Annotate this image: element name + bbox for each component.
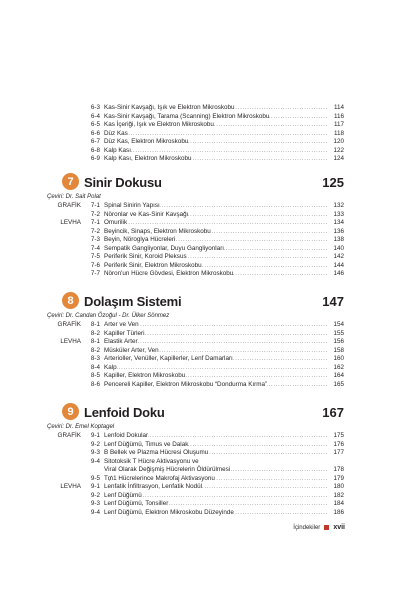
- toc-entry: [47, 253, 344, 261]
- entry-number: 6-9: [90, 155, 100, 163]
- toc-entry: [47, 509, 344, 517]
- leader-dots: [267, 381, 327, 389]
- toc-entry: [47, 138, 344, 146]
- entry-page: 177: [333, 449, 344, 457]
- entry-number: 6-3: [90, 104, 100, 111]
- entry-page: 179: [333, 474, 344, 482]
- entry-number: 9-3: [90, 449, 100, 457]
- entry-number: 6-6: [90, 129, 100, 137]
- page-footer: [262, 524, 345, 531]
- entry-title: Düz Kas: [104, 129, 128, 137]
- entry-number: 7-2: [90, 210, 100, 218]
- toc-entry: [47, 500, 344, 508]
- entry-page: 144: [333, 261, 344, 269]
- leader-dots: [188, 138, 327, 146]
- entry-page: 134: [333, 219, 344, 227]
- chapter-translator: Çeviri: Dr. Sait Polat: [47, 194, 101, 200]
- chapter-number-badge: 7: [62, 173, 79, 190]
- entry-prefix: LEVHA: [60, 338, 81, 346]
- toc-entry: [47, 466, 344, 474]
- leader-dots: [131, 147, 327, 155]
- entry-page: 182: [333, 491, 344, 499]
- toc-entry: [47, 270, 344, 278]
- toc-entry: [47, 372, 344, 380]
- chapter-translator: Çeviri: Dr. Emel Koptagel: [47, 424, 115, 430]
- entry-prefix: GRAFİK: [57, 321, 81, 328]
- entry-page: 138: [333, 236, 344, 244]
- entry-number: 9-1: [90, 483, 100, 491]
- entry-page: 114: [333, 104, 344, 111]
- toc-entry: [47, 202, 344, 210]
- entry-number: 8-1: [90, 338, 100, 346]
- entry-title: Kalp: [104, 363, 117, 371]
- entry-number: 7-1: [90, 202, 100, 209]
- leader-dots: [233, 270, 327, 278]
- entry-title: Lenf Düğümü, Elektron Mikroskobu Düzeyinde: [104, 508, 234, 516]
- entry-page: 160: [333, 355, 344, 363]
- toc-entry: [47, 355, 344, 363]
- leader-dots: [127, 219, 327, 227]
- entry-page: 164: [333, 372, 344, 380]
- entry-page: 142: [333, 253, 344, 261]
- entry-number: 8-1: [90, 321, 100, 328]
- chapter-number-badge: 9: [62, 403, 79, 420]
- entry-number: 6-8: [90, 146, 100, 154]
- entry-title: Kapiller Türleri: [104, 329, 145, 337]
- leader-dots: [269, 113, 327, 121]
- entry-page: 186: [333, 508, 344, 516]
- leader-dots: [192, 155, 328, 163]
- entry-title: Spinal Sinirin Yapısı: [104, 202, 160, 209]
- entry-prefix: LEVHA: [60, 483, 81, 491]
- entry-title: Müsküler Arter, Ven: [104, 346, 159, 354]
- entry-number: 7-3: [90, 236, 100, 244]
- chapter-heading: [67, 291, 344, 311]
- chapter-title: Sinir Dokusu: [84, 174, 162, 190]
- entry-page: 155: [333, 329, 344, 337]
- entry-number: 6-4: [90, 112, 100, 120]
- leader-dots: [187, 253, 327, 261]
- chapter-number-badge: 8: [62, 292, 79, 309]
- leader-dots: [211, 228, 327, 236]
- leader-dots: [202, 262, 327, 270]
- leader-dots: [188, 441, 327, 449]
- entry-page: 120: [333, 138, 344, 146]
- footer-label: İçindekiler: [293, 524, 321, 531]
- entry-page: 180: [333, 483, 344, 491]
- entry-page: 116: [333, 112, 344, 120]
- toc-entry: [47, 330, 344, 338]
- entry-title: Lenf Düğümü, Timus ve Dalak: [104, 440, 189, 448]
- leader-dots: [233, 355, 327, 363]
- toc-entry: [47, 245, 344, 253]
- entry-page: 175: [333, 432, 344, 439]
- entry-title: B Bellek ve Plazma Hücresi Oluşumu: [104, 449, 209, 457]
- entry-page: 165: [333, 380, 344, 388]
- leader-dots: [202, 483, 327, 491]
- toc-entry: [47, 236, 344, 244]
- entry-title: Lenfoid Dokular: [104, 432, 149, 439]
- toc-entry: [47, 121, 344, 129]
- entry-title: Periferik Sinir, Koroid Pleksus: [104, 253, 187, 261]
- page-number: xvii: [333, 524, 345, 531]
- entry-title: Sitotoksik T Hücre Aktivasyonu ve: [104, 457, 199, 465]
- entry-title: Kalp Kası, Elektron Mikroskobu: [104, 155, 192, 163]
- chapter-title: Dolaşım Sistemi: [84, 293, 182, 309]
- leader-dots: [142, 492, 327, 500]
- toc-entry: [47, 147, 344, 155]
- leader-dots: [128, 130, 327, 138]
- entry-page: 184: [333, 500, 344, 508]
- leader-dots: [230, 466, 327, 474]
- toc-entry: [47, 104, 344, 112]
- entry-title: Lenf Düğümü: [104, 491, 142, 499]
- leader-dots: [159, 347, 327, 355]
- leader-dots: [215, 475, 327, 483]
- leader-dots: [117, 364, 327, 372]
- footer-square-icon: [324, 525, 329, 530]
- entry-title: Pencereli Kapiller, Elektron Mikroskobu “Dondurma Kırma”: [104, 380, 268, 388]
- entry-number: 9-4: [90, 457, 100, 465]
- leader-dots: [185, 372, 327, 380]
- entry-page: 156: [333, 338, 344, 346]
- entry-number: 9-5: [90, 474, 100, 482]
- entry-page: 176: [333, 440, 344, 448]
- entry-page: 162: [333, 363, 344, 371]
- chapter-page: 167: [322, 404, 344, 420]
- entry-number: 8-5: [90, 372, 100, 380]
- entry-page: 124: [333, 155, 344, 163]
- toc-entry: [47, 381, 344, 389]
- toc-entry: [47, 228, 344, 236]
- toc-entry: [47, 113, 344, 121]
- entry-title: Düz Kas, Elektron Mikroskobu: [104, 138, 189, 146]
- entry-number: 6-7: [90, 138, 100, 146]
- leader-dots: [138, 338, 327, 346]
- toc-entry: [47, 130, 344, 138]
- entry-title: Nöron'un Hücre Gövdesi, Elektron Mikroskobu: [104, 270, 234, 278]
- leader-dots: [139, 321, 327, 329]
- chapter-page: 147: [322, 293, 344, 309]
- leader-dots: [168, 500, 327, 508]
- chapter-page: 125: [322, 174, 344, 190]
- entry-number: 9-1: [90, 432, 100, 439]
- entry-number: 7-5: [90, 253, 100, 261]
- toc-entry: [47, 321, 344, 329]
- chapter-heading: [67, 402, 344, 422]
- entry-title: Periferik Sinir, Elektron Mikroskobu: [104, 261, 202, 269]
- toc-entry: [47, 155, 344, 163]
- leader-dots: [235, 104, 327, 112]
- entry-page: 117: [333, 121, 344, 129]
- leader-dots: [224, 245, 327, 253]
- entry-title: Beyin, Nöroglya Hücreleri: [104, 236, 176, 244]
- entry-prefix: GRAFİK: [57, 202, 81, 209]
- toc-entry: [47, 449, 344, 457]
- leader-dots: [188, 211, 327, 219]
- entry-number: 8-2: [90, 346, 100, 354]
- leader-dots: [148, 432, 327, 440]
- entry-number: 6-5: [90, 121, 100, 129]
- entry-number: 9-2: [90, 440, 100, 448]
- toc-entry: [47, 475, 344, 483]
- entry-number: 8-4: [90, 363, 100, 371]
- entry-number: 8-3: [90, 355, 100, 363]
- toc-entry: [47, 219, 344, 227]
- entry-number: 7-6: [90, 261, 100, 269]
- toc-entry: [47, 432, 344, 440]
- entry-number: 9-3: [90, 500, 100, 508]
- entry-title: Arter ve Ven: [104, 321, 139, 328]
- leader-dots: [214, 121, 327, 129]
- entry-page: 132: [333, 202, 344, 209]
- toc-entry: [47, 458, 344, 466]
- entry-title: Kalp Kası: [104, 146, 131, 154]
- entry-title: Beyincik, Sinaps, Elektron Mikroskobu: [104, 227, 211, 235]
- entry-number: 7-1: [90, 219, 100, 227]
- entry-title: Nöronlar ve Kas-Sinir Kavşağı: [104, 210, 189, 218]
- entry-page: 133: [333, 210, 344, 218]
- entry-page: 122: [333, 146, 344, 154]
- entry-number: 7-4: [90, 244, 100, 252]
- entry-title: Kas-Sinir Kavşağı, Tarama (Scanning) Elektron Mikroskobu: [104, 112, 270, 120]
- entry-number: 9-4: [90, 508, 100, 516]
- entry-title: Kas İçeriği, Işık ve Elektron Mikroskobu: [104, 121, 214, 129]
- entry-title: Kas-Sinir Kavşağı, Işık ve Elektron Mikroskobu: [104, 104, 235, 111]
- entry-title: Omurilik: [104, 219, 128, 227]
- leader-dots: [175, 236, 327, 244]
- leader-dots: [144, 330, 327, 338]
- entry-title: Viral Olarak Değişmiş Hücrelerin Öldürülmesi: [104, 466, 231, 474]
- entry-page: 118: [333, 129, 344, 137]
- entry-number: 8-6: [90, 380, 100, 388]
- toc-entry: [47, 338, 344, 346]
- entry-title: Arterioller, Venüller, Kapillerler, Lenf Damarları: [104, 355, 233, 363]
- toc-entry: [47, 492, 344, 500]
- entry-title: T₥1 Hücrelerince Makrofaj Aktivasyonu: [104, 474, 215, 482]
- entry-page: 136: [333, 227, 344, 235]
- entry-page: 158: [333, 346, 344, 354]
- toc-entry: [47, 211, 344, 219]
- toc-entry: [47, 262, 344, 270]
- toc-entry: [47, 347, 344, 355]
- entry-title: Lenfatik İnfiltrasyon, Lenfatik Nodül: [104, 483, 203, 491]
- entry-title: Lenf Düğümü, Tonsiller: [104, 500, 169, 508]
- leader-dots: [234, 509, 327, 517]
- entry-title: Sempatik Gangliyonlar, Duyu Gangliyonları: [104, 244, 225, 252]
- entry-page: 140: [333, 244, 344, 252]
- entry-number: 7-2: [90, 227, 100, 235]
- entry-number: 9-2: [90, 491, 100, 499]
- toc-entry: [47, 483, 344, 491]
- entry-page: 154: [333, 321, 344, 328]
- entry-number: 7-7: [90, 270, 100, 278]
- entry-prefix: GRAFİK: [57, 432, 81, 439]
- entry-page: 178: [333, 466, 344, 474]
- entry-title: Kapiller, Elektron Mikroskobu: [104, 372, 186, 380]
- leader-dots: [208, 449, 327, 457]
- chapter-title: Lenfoid Doku: [84, 404, 165, 420]
- toc-entry: [47, 441, 344, 449]
- entry-page: 146: [333, 270, 344, 278]
- chapter-heading: [67, 172, 344, 192]
- entry-prefix: LEVHA: [60, 219, 81, 227]
- chapter-translator: Çeviri: Dr. Candan Özoğul - Dr. Ülker Sönmez: [47, 313, 170, 319]
- entry-number: 8-2: [90, 329, 100, 337]
- entry-title: Elastik Arter: [104, 338, 138, 346]
- leader-dots: [160, 202, 327, 210]
- toc-entry: [47, 364, 344, 372]
